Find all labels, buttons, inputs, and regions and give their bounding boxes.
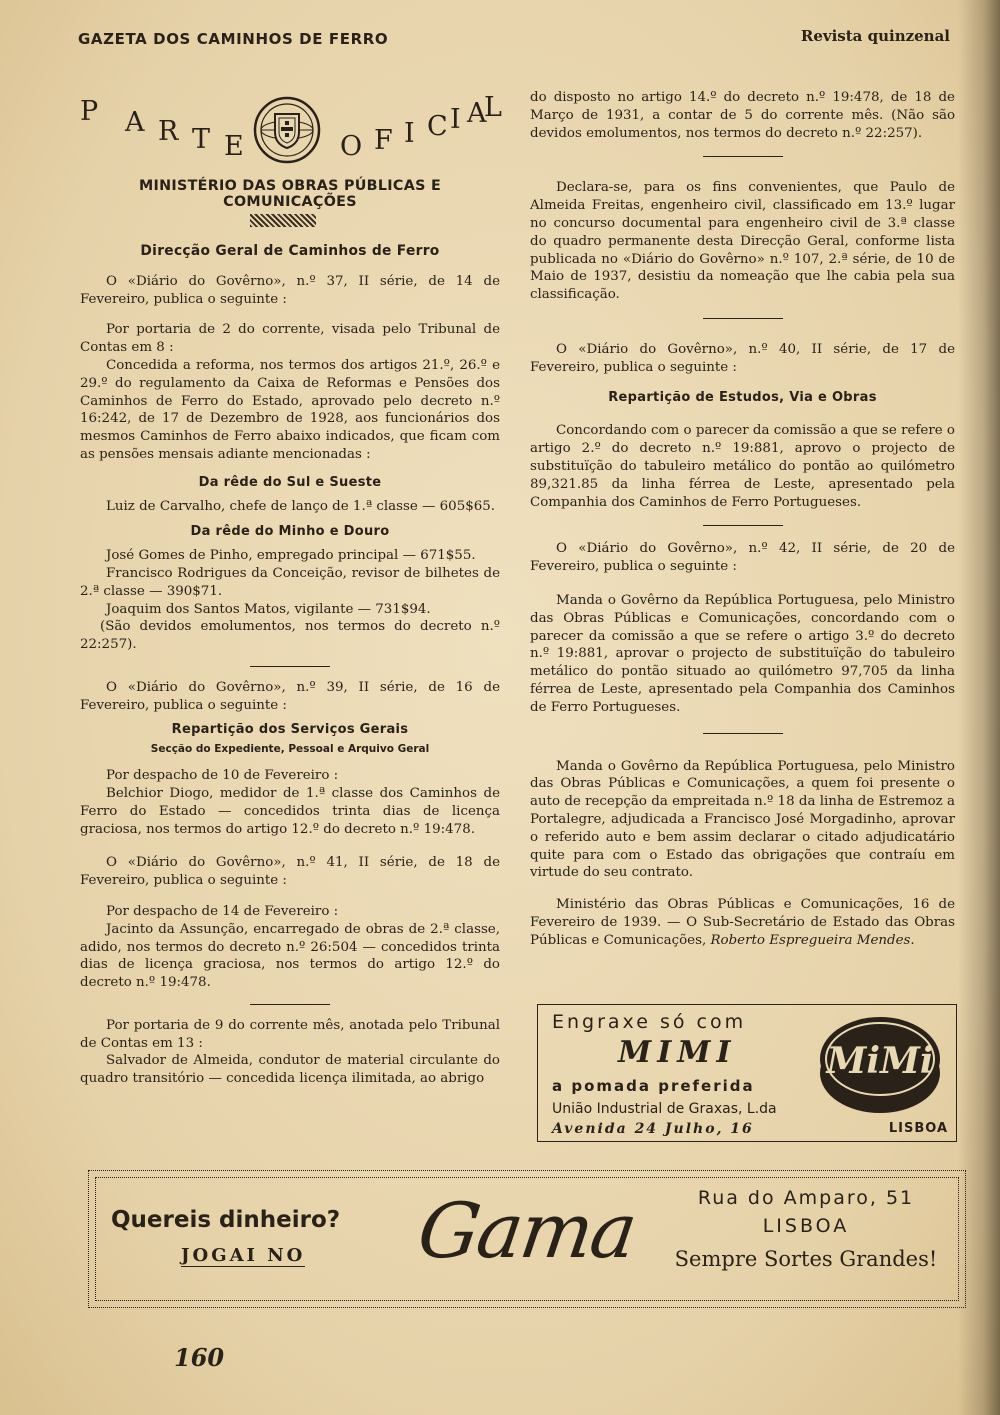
title-letter: A <box>125 107 145 138</box>
right-column <box>530 89 955 949</box>
title-letter: T <box>192 124 211 155</box>
title-letter: I <box>450 104 461 135</box>
ad-slogan: Sempre Sortes Grandes! <box>674 1247 938 1271</box>
ad-brand: MIMI <box>618 1035 737 1070</box>
title-letter: C <box>427 111 448 142</box>
page-number: 160 <box>174 1343 225 1372</box>
ad-slogan: a pomada preferida <box>552 1077 755 1095</box>
divider <box>250 666 330 667</box>
paragraph: O «Diário do Govêrno», n.º 39, II série, de 16 de Fevereiro, publica o seguinte : <box>80 679 500 713</box>
paragraph: Por despacho de 14 de Fevereiro : <box>106 903 339 919</box>
gama-advertisement <box>88 1170 966 1308</box>
paragraph: Concordando com o parecer da comissão a que se refere o artigo 2.º do decreto n.º 19:881, aprovo o projecto de substituïção do tabuleiro metálico do pontão ao quilómetro 89,321.85 da linha férrea de Leste, apresentado pela Companhia dos Caminhos de Ferro Portugueses. <box>530 423 955 510</box>
paragraph: Luiz de Carvalho, chefe de lanço de 1.ª classe — 605$65. <box>106 498 496 514</box>
paragraph: Por despacho de 10 de Fevereiro : <box>106 768 339 784</box>
polish-tin-icon <box>816 1011 944 1117</box>
left-column <box>80 243 500 1088</box>
title-letter: O <box>340 131 363 162</box>
title-letter: L <box>484 92 502 123</box>
paragraph: Francisco Rodrigues da Conceição, revisor de bilhetes de 2.ª classe — 390$71. <box>80 565 500 599</box>
paragraph: O «Diário do Govêrno», n.º 41, II série, de 18 de Fevereiro, publica o seguinte : <box>80 855 500 889</box>
paragraph: Joaquim dos Santos Matos, vigilante — 731$94. <box>106 601 431 617</box>
closing-text: Ministério das Obras Públicas e Comunicações, 16 de Fevereiro de 1939. — O Sub-Secretário de Estado das Obras Públicas e Comunicações, <box>530 897 955 948</box>
paragraph: Jacinto da Assunção, encarregado de obras de 2.ª classe, adido, nos termos do decreto n.º 26:504 — concedidos trinta dias de licença graciosa, nos termos do artigo 12.º do decreto n.º 19:478. <box>80 921 500 991</box>
ad-street: Rua do Amparo, 51 <box>697 1187 915 1209</box>
closing-paragraph <box>530 896 955 949</box>
paragraph: Manda o Govêrno da República Portuguesa, pelo Ministro das Obras Públicas e Comunicações, a quem foi presente o auto de recepção da empreitada n.º 18 da linha de Estremoz a Portalegre, adjudicada a Francisco José Morgadinho, aprovar o referido auto e bem assim declarar o citado adjudicatário quite para com o Estado das obrigações que contraíu em virtude do seu contrato. <box>530 758 955 881</box>
coat-of-arms-icon <box>253 96 321 164</box>
divider <box>703 156 783 157</box>
ad-city: LISBOA <box>762 1215 850 1237</box>
divider <box>250 1004 330 1005</box>
ad-call-to-action: JOGAI NO <box>181 1245 306 1266</box>
divider <box>703 318 783 319</box>
paragraph: Declara-se, para os fins convenientes, que Paulo de Almeida Freitas, engenheiro civil, classificado em 13.º lugar no concurso documental para engenheiro civil de 3.ª classe do quadro permanente desta Direcção Geral, conforme lista publicada no «Diário do Govêrno» n.º 107, 2.ª série, de 10 de Maio de 1937, desistiu da nomeação que lhe cabia pela sua classificação. <box>530 180 955 303</box>
paragraph: Por portaria de 9 do corrente mês, anotada pelo Tribunal de Contas em 13 : <box>80 1017 500 1051</box>
section-heading: Direcção Geral de Caminhos de Ferro <box>140 243 440 259</box>
title-letter: F <box>374 125 393 156</box>
running-header-title: GAZETA DOS CAMINHOS DE FERRO <box>78 30 389 48</box>
ad-brand-logo: Gama <box>412 1186 641 1275</box>
paragraph: do disposto no artigo 14.º do decreto n.º 19:478, de 18 de Março de 1931, a contar de 5 do corrente mês. (Não são devidos emolumentos, nos termos do decreto n.º 22:257). <box>530 90 955 141</box>
ad-question: Quereis dinheiro? <box>111 1207 341 1233</box>
paragraph: José Gomes de Pinho, empregado principal — 671$55. <box>106 548 476 564</box>
title-letter: E <box>224 131 244 162</box>
ministry-heading: MINISTÉRIO DAS OBRAS PÚBLICAS E COMUNICAÇÕES <box>138 178 442 210</box>
paragraph: Salvador de Almeida, condutor de material circulante do quadro transitório — concedida licença ilimitada, ao abrigo <box>80 1053 500 1087</box>
title-letter: R <box>158 116 179 147</box>
title-letter: I <box>404 118 415 149</box>
paragraph: Por portaria de 2 do corrente, visada pelo Tribunal de Contas em 8 : <box>80 322 500 356</box>
ad-address: Avenida 24 Julho, 16 <box>552 1121 754 1137</box>
subsection-subheading: Secção do Expediente, Pessoal e Arquivo Geral <box>150 743 430 756</box>
subsection-heading: Da rêde do Sul e Sueste <box>198 474 382 490</box>
ad-tagline: Engraxe só com <box>552 1011 747 1033</box>
tin-label: MiMi <box>826 1040 934 1082</box>
paragraph: Concedida a reforma, nos termos dos artigos 21.º, 26.º e 29.º do regulamento da Caixa de Reformas e Pensões dos Caminhos de Ferro do Estado, aprovado pelo decreto n.º 16:242, de 17 de Dezembro de 1928, aos funcionários dos mesmos Caminhos de Ferro abaixo indicados, que ficam com as pensões mensais adiante mencionadas : <box>80 357 500 462</box>
paragraph: O «Diário do Govêrno», n.º 40, II série, de 17 de Fevereiro, publica o seguinte : <box>530 341 955 375</box>
running-header-subtitle: Revista quinzenal <box>800 27 950 45</box>
subsection-heading: Repartição dos Serviços Gerais <box>171 721 409 737</box>
decorative-divider <box>250 214 316 227</box>
signature-name: Roberto Espregueira Mendes. <box>710 932 915 948</box>
divider <box>703 733 783 734</box>
subsection-heading: Repartição de Estudos, Via e Obras <box>608 389 877 405</box>
ad-company: União Industrial de Graxas, L.da <box>552 1101 777 1117</box>
title-letter: P <box>80 96 99 127</box>
subsection-heading: Da rêde do Minho e Douro <box>190 524 390 540</box>
paragraph: Manda o Govêrno da República Portuguesa, pelo Ministro das Obras Públicas e Comunicações, concordando com o parecer da comissão a que se refere o artigo 3.º do decreto n.º 19:881, aprovar o projecto de substituïção do tabuleiro metálico do pontão situado ao quilómetro 97,705 da linha férrea de Leste, apresentado pela Companhia dos Caminhos de Ferro Portugueses. <box>530 592 955 715</box>
ad-city: LISBOA <box>888 1121 948 1136</box>
paragraph: Belchior Diogo, medidor de 1.ª classe dos Caminhos de Ferro do Estado — concedidos trinta dias de licença graciosa, nos termos do artigo 12.º do decreto n.º 19:478. <box>80 785 500 837</box>
paragraph: O «Diário do Govêrno», n.º 42, II série, de 20 de Fevereiro, publica o seguinte : <box>530 541 955 575</box>
paragraph: O «Diário do Govêrno», n.º 37, II série, de 14 de Fevereiro, publica o seguinte : <box>80 273 500 307</box>
mimi-advertisement <box>537 1004 957 1142</box>
divider <box>703 525 783 526</box>
paragraph: (São devidos emolumentos, nos termos do decreto n.º 22:257). <box>80 619 500 653</box>
title-letter: A <box>467 98 487 129</box>
